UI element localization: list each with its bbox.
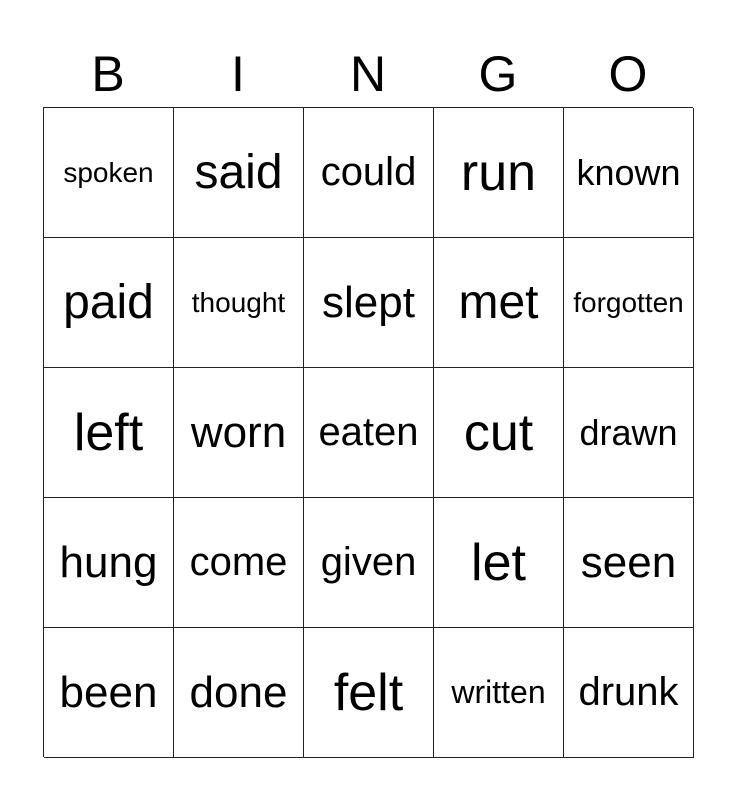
- header-letter-i: I: [231, 46, 245, 102]
- bingo-cell[interactable]: met: [434, 238, 564, 368]
- bingo-cell[interactable]: drunk: [564, 628, 694, 758]
- bingo-cell[interactable]: run: [434, 108, 564, 238]
- bingo-board: [43, 107, 693, 757]
- header-letter-n: N: [349, 46, 387, 102]
- bingo-cell[interactable]: could: [304, 108, 434, 238]
- header-letter-b: B: [91, 46, 125, 102]
- bingo-cell[interactable]: said: [174, 108, 304, 238]
- bingo-cell[interactable]: felt: [304, 628, 434, 758]
- bingo-cell[interactable]: forgotten: [564, 238, 694, 368]
- header-letter-g: G: [478, 46, 518, 102]
- bingo-cell[interactable]: seen: [564, 498, 694, 628]
- bingo-header: [43, 44, 693, 104]
- bingo-cell[interactable]: done: [174, 628, 304, 758]
- bingo-cell[interactable]: left: [44, 368, 174, 498]
- bingo-cell[interactable]: known: [564, 108, 694, 238]
- bingo-cell[interactable]: thought: [174, 238, 304, 368]
- bingo-cell[interactable]: paid: [44, 238, 174, 368]
- bingo-cell[interactable]: given: [304, 498, 434, 628]
- bingo-cell[interactable]: come: [174, 498, 304, 628]
- bingo-cell[interactable]: spoken: [44, 108, 174, 238]
- bingo-cell[interactable]: drawn: [564, 368, 694, 498]
- bingo-cell[interactable]: cut: [434, 368, 564, 498]
- bingo-cell[interactable]: worn: [174, 368, 304, 498]
- bingo-cell[interactable]: let: [434, 498, 564, 628]
- header-letter-o: O: [608, 46, 648, 102]
- bingo-cell[interactable]: been: [44, 628, 174, 758]
- bingo-cell[interactable]: slept: [304, 238, 434, 368]
- bingo-cell[interactable]: hung: [44, 498, 174, 628]
- bingo-cell[interactable]: eaten: [304, 368, 434, 498]
- bingo-cell[interactable]: written: [434, 628, 564, 758]
